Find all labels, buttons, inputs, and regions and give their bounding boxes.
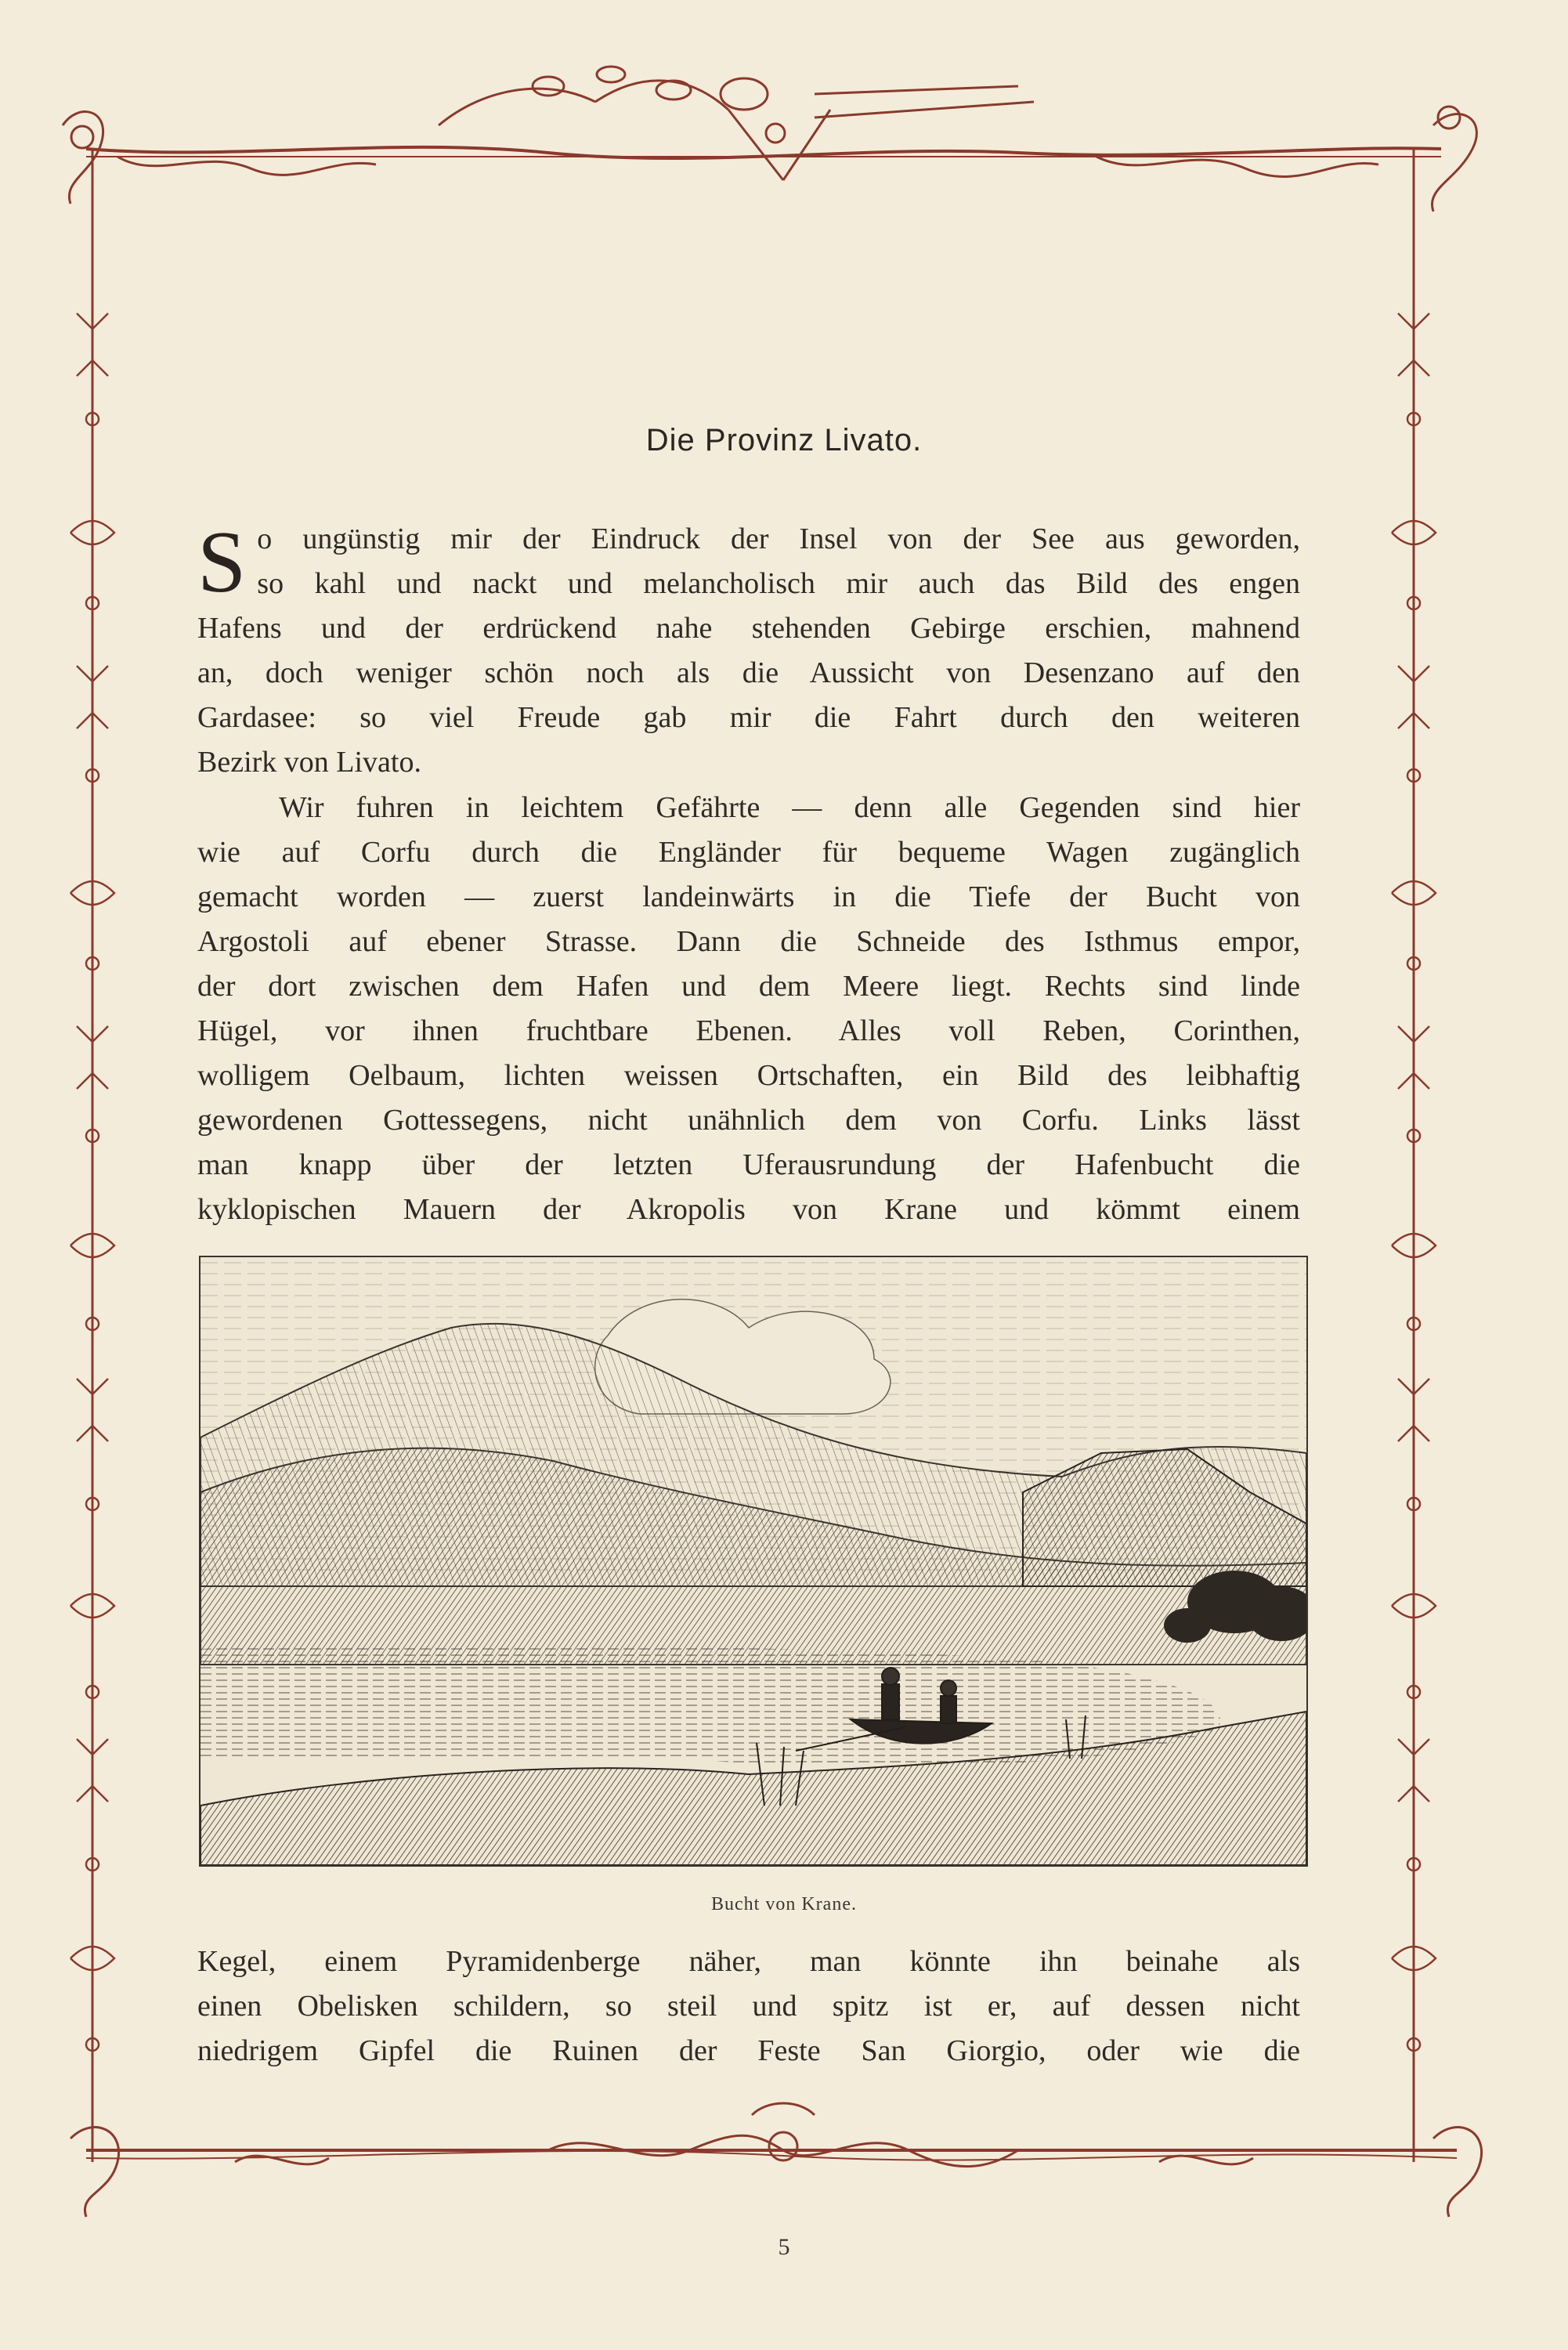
text-line: wie auf Corfu durch die Engländer für bequeme Wagen zugänglich: [197, 836, 1300, 869]
paragraph-2: [197, 786, 1300, 1232]
text-line: kyklopischen Mauern der Akropolis von Krane und kömmt einem: [197, 1193, 1300, 1226]
text-line: niedrigem Gipfel die Ruinen der Feste San Giorgio, oder wie die: [197, 2034, 1300, 2067]
text-line: man knapp über der letzten Uferausrundung der Hafenbucht die: [197, 1148, 1300, 1181]
drop-cap: S: [197, 514, 247, 611]
text-line: Bezirk von Livato.: [197, 746, 421, 779]
text-line: einen Obelisken schildern, so steil und spitz ist er, auf dessen nicht: [197, 1990, 1300, 2023]
top-ornament: [63, 67, 1476, 212]
text-line: o ungünstig mir der Eindruck der Insel von der See aus geworden,: [257, 522, 1300, 555]
text-line: Hügel, vor ihnen fruchtbare Ebenen. Alles voll Reben, Corinthen,: [197, 1014, 1300, 1047]
bottom-ornament: [70, 2103, 1482, 2217]
text-line: Wir fuhren in leichtem Gefährte — denn alle Gegenden sind hier: [279, 791, 1300, 824]
text-line: der dort zwischen dem Hafen und dem Meere liegt. Rechts sind linde: [197, 970, 1300, 1003]
text-line: Hafens und der erdrückend nahe stehenden Gebirge erschien, mahnend: [197, 612, 1300, 645]
paragraph-3: [197, 1940, 1300, 2073]
paragraph-1: [197, 514, 1300, 785]
text-line: wolligem Oelbaum, lichten weissen Ortschaften, ein Bild des leibhaftig: [197, 1059, 1300, 1092]
illustration-caption: Bucht von Krane.: [711, 1894, 857, 1914]
text-line: an, doch weniger schön noch als die Aussicht von Desenzano auf den: [197, 656, 1300, 689]
page-number: 5: [778, 2234, 790, 2260]
text-line: so kahl und nackt und melancholisch mir auch das Bild des engen: [257, 567, 1300, 600]
text-line: Argostoli auf ebener Strasse. Dann die Schneide des Isthmus empor,: [197, 925, 1300, 958]
text-line: gemacht worden — zuerst landeinwärts in die Tiefe der Bucht von: [197, 880, 1300, 913]
engraving-illustration: [199, 1256, 1308, 1867]
chapter-title: Die Provinz Livato.: [645, 423, 923, 457]
text-line: Kegel, einem Pyramidenberge näher, man könnte ihn beinahe als: [197, 1945, 1300, 1978]
text-line: gewordenen Gottessegens, nicht unähnlich dem von Corfu. Links lässt: [197, 1104, 1300, 1137]
text-line: Gardasee: so viel Freude gab mir die Fahrt durch den weiteren: [197, 701, 1300, 734]
